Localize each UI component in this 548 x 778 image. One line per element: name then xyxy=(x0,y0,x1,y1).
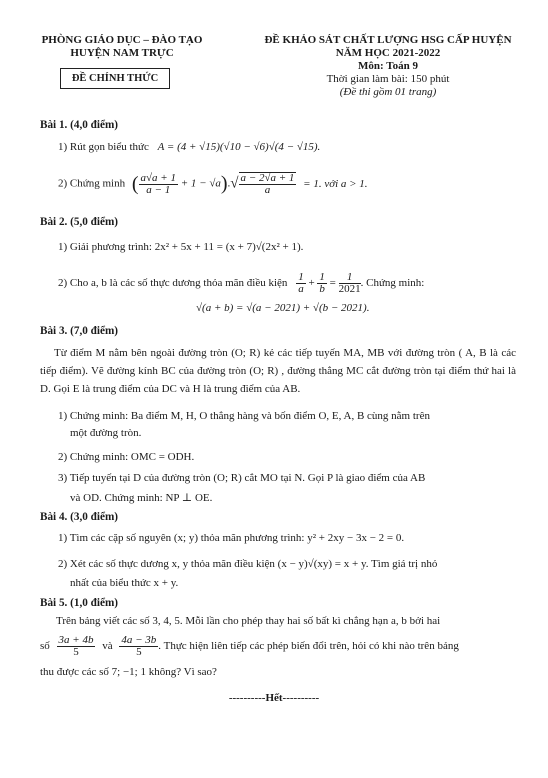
district-name: HUYỆN NAM TRỰC xyxy=(70,47,174,59)
bai2-equals: = xyxy=(329,277,336,290)
subject: Môn: Toán 9 xyxy=(358,60,418,72)
bai5-frac-4a3b: $\frac{4a - 3b}{5}$ xyxy=(121,634,157,658)
bai3-q1-cont: một đường tròn. xyxy=(70,427,142,439)
section-title-bai5: Bài 5. (1,0 điểm) xyxy=(40,597,118,609)
bai2-frac-1a: $\frac{1}{a}$ xyxy=(298,271,304,295)
bai4-q2-cont: nhất của biểu thức x + y. xyxy=(70,577,179,589)
bai5-line1: Trên bảng viết các số 3, 4, 5. Mỗi lần cho phép thay hai số bất kì chẳng hạn a, b bởi hai xyxy=(56,615,441,627)
exam-header xyxy=(238,34,538,99)
bai2-q2-suffix: . Chứng minh: xyxy=(360,277,425,290)
bai1-q1-expr: A = (4 + √15)(√10 − √6)√(4 − √15). xyxy=(157,141,321,153)
bai1-q1-prefix: 1) Rút gọn biểu thức xyxy=(58,141,149,153)
section-title-bai3: Bài 3. (7,0 điểm) xyxy=(40,325,118,337)
bai2-q2 xyxy=(58,272,424,295)
bai5-line2-prefix: số xyxy=(40,640,50,653)
bai5-line2 xyxy=(40,635,459,658)
bai5-line2-mid: và xyxy=(102,640,113,653)
section-title-bai4: Bài 4. (3,0 điểm) xyxy=(40,511,118,523)
bai2-q2-prefix: 2) Cho a, b là các số thực dương thỏa mãn điều kiện xyxy=(58,277,288,290)
bai1-q2-fraction2: $\frac{a - 2√a + 1}{a}$ xyxy=(240,172,295,196)
official-exam-label: ĐỀ CHÍNH THỨC xyxy=(60,68,170,89)
bai1-q1 xyxy=(58,141,320,153)
bai3-q1: 1) Chứng minh: Ba điểm M, H, O thẳng hàng và bốn điểm O, E, A, B cùng nằm trên xyxy=(58,410,430,422)
section-title-bai2: Bài 2. (5,0 điểm) xyxy=(40,216,118,228)
pages-note: (Đề thi gồm 01 trang) xyxy=(339,86,437,98)
bai2-plus: + xyxy=(308,277,315,290)
bai3-intro: Từ điểm M nằm bên ngoài đường tròn (O; R) kẻ các tiếp tuyến MA, MB với đường tròn ( A, B là các tiếp điểm). Vẽ đường kính BC của đường tròn (O; R) , đường thẳng MC cắt đường tròn tại điểm thứ hai là D. Gọi E là trung điểm của DC và H là trung điểm của AB. xyxy=(40,347,516,395)
end-marker: ----------Hết---------- xyxy=(228,692,320,704)
bai4-q1: 1) Tìm các cặp số nguyên (x; y) thỏa mãn phương trình: y² + 2xy − 3x − 2 = 0. xyxy=(58,532,405,544)
bai3-q3: 3) Tiếp tuyến tại D của đường tròn (O; R) cắt MO tại N. Gọi P là giao điểm của AB xyxy=(58,472,426,484)
section-title-bai1: Bài 1. (4,0 điểm) xyxy=(40,119,118,131)
bai1-q2-middle: + 1 − √a xyxy=(177,177,221,190)
exam-title: ĐỀ KHẢO SÁT CHẤT LƯỢNG HSG CẤP HUYỆN xyxy=(264,34,512,46)
bai2-frac-1b: $\frac{1}{b}$ xyxy=(319,271,325,295)
bai5-line3: thu được các số 7; −1; 1 không? Vì sao? xyxy=(40,666,217,678)
bai2-q2-equation: √(a + b) = √(a − 2021) + √(b − 2021). xyxy=(196,302,370,314)
bai1-q2-tail: = 1. với a > 1. xyxy=(303,177,368,190)
bai3-q2: 2) Chứng minh: OMC = ODH. xyxy=(58,451,195,463)
bai2-q1: 1) Giải phương trình: 2x² + 5x + 11 = (x + 7)√(2x² + 1). xyxy=(58,241,304,253)
department-header xyxy=(22,34,222,60)
bai4-q2: 2) Xét các số thực dương x, y thỏa mãn điều kiện (x − y)√(xy) = x + y. Tìm giá trị nhỏ xyxy=(58,558,438,570)
bai1-q2-left-paren: ( xyxy=(131,172,139,195)
bai3-q3-cont: và OD. Chứng minh: NP ⊥ OE. xyxy=(70,492,213,504)
department-name: PHÒNG GIÁO DỤC – ĐÀO TẠO xyxy=(41,34,203,46)
bai1-q2-dot: . xyxy=(227,177,231,190)
school-year: NĂM HỌC 2021-2022 xyxy=(335,47,441,59)
bai1-q2-right-paren: ) xyxy=(220,172,228,195)
duration: Thời gian làm bài: 150 phút xyxy=(326,73,450,85)
bai5-line2-suffix: . Thực hiện liên tiếp các phép biến đổi trên, hỏi có khi nào trên bảng xyxy=(158,640,459,653)
bai1-q2-sqrt-sign: √ xyxy=(230,175,239,192)
bai5-frac-3a4b: $\frac{3a + 4b}{5}$ xyxy=(58,634,94,658)
bai2-frac-1-2021: $\frac{1}{2021}$ xyxy=(338,271,361,295)
bai1-q2-fraction1: $\frac{a√a + 1}{a - 1}$ xyxy=(140,171,176,196)
bai1-q2-prefix: 2) Chứng minh xyxy=(58,177,126,190)
bai1-q2 xyxy=(58,172,368,196)
